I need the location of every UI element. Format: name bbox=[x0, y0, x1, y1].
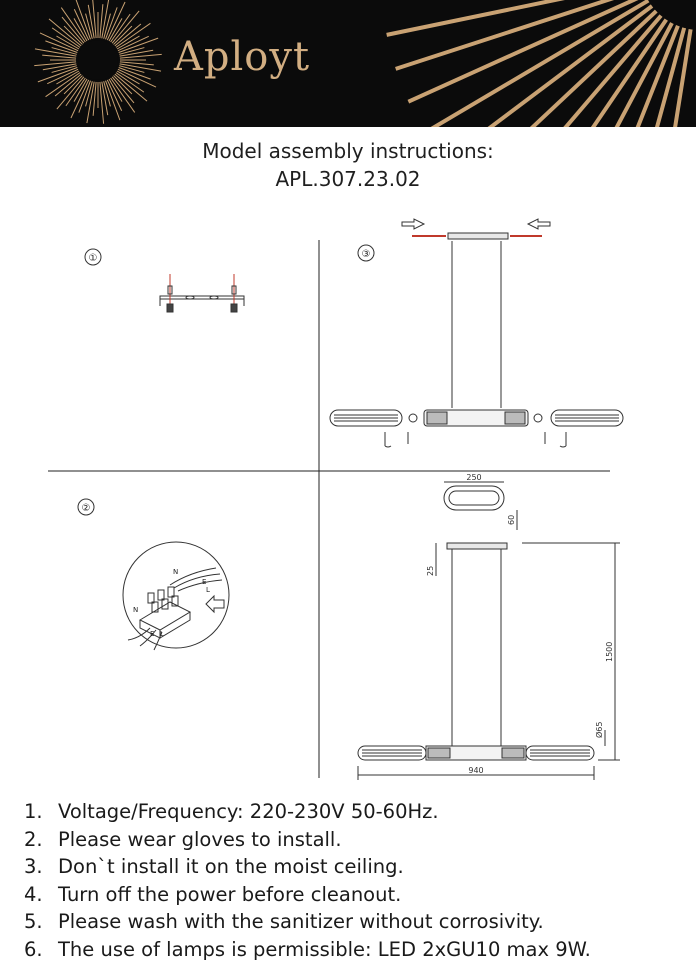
dim-canopy-label: 25 bbox=[426, 565, 435, 576]
dim-width-label: 250 bbox=[466, 473, 482, 482]
note-text: Please wear gloves to install. bbox=[58, 827, 342, 851]
dim-depth-label: 60 bbox=[507, 514, 516, 525]
note-text: The use of lamps is permissible: LED 2xGU10 max 9W. bbox=[58, 937, 591, 961]
brand-logo: Aployt bbox=[174, 34, 311, 80]
wire-label-e-2: E bbox=[150, 630, 155, 638]
sunburst-graphic bbox=[0, 0, 696, 127]
note-number: 3. bbox=[24, 855, 43, 878]
brand-banner bbox=[0, 0, 696, 127]
note-text: Voltage/Frequency: 220-230V 50-60Hz. bbox=[58, 800, 439, 823]
note-text: Please wash with the sanitizer without corrosivity. bbox=[58, 910, 544, 933]
wire-label-l-2: L bbox=[160, 630, 164, 638]
note-number: 2. bbox=[24, 827, 43, 851]
dim-diameter-label: Ø65 bbox=[595, 721, 604, 738]
wiring-detail-drawing bbox=[123, 542, 229, 650]
step-marker-2 bbox=[78, 499, 94, 515]
note-item bbox=[24, 853, 591, 881]
note-item bbox=[24, 908, 591, 936]
sun-disc bbox=[78, 40, 118, 80]
note-number: 1. bbox=[24, 800, 43, 823]
note-item bbox=[24, 798, 591, 826]
note-item bbox=[24, 936, 591, 964]
note-item bbox=[24, 881, 591, 909]
safety-notes-list bbox=[24, 798, 591, 963]
wire-label-n: N bbox=[173, 568, 179, 576]
wire-label-n-2: N bbox=[133, 606, 139, 614]
corner-ray bbox=[408, 0, 645, 102]
dimension-drawing bbox=[358, 473, 620, 780]
step-marker-3 bbox=[358, 245, 374, 261]
note-number: 4. bbox=[24, 882, 43, 906]
note-number: 5. bbox=[24, 910, 43, 933]
note-item bbox=[24, 826, 591, 854]
step-2-label: ② bbox=[81, 503, 91, 514]
note-text: Turn off the power before cleanout. bbox=[58, 882, 402, 906]
corner-ray bbox=[444, 6, 652, 127]
page-title: Model assembly instructions: bbox=[202, 139, 494, 163]
step-marker-1 bbox=[85, 249, 101, 265]
dim-height-label: 1500 bbox=[605, 641, 614, 662]
wire-label-l: L bbox=[206, 586, 210, 594]
step-3-label: ③ bbox=[361, 249, 371, 260]
step-1-label: ① bbox=[88, 253, 98, 264]
mounting-bracket-drawing bbox=[160, 274, 244, 312]
assembly-diagram bbox=[0, 200, 696, 790]
dim-length-label: 940 bbox=[468, 766, 484, 775]
note-text: Don`t install it on the moist ceiling. bbox=[58, 855, 404, 878]
note-number: 6. bbox=[24, 937, 43, 961]
model-number: APL.307.23.02 bbox=[275, 167, 421, 191]
wire-label-e: E bbox=[202, 578, 207, 586]
